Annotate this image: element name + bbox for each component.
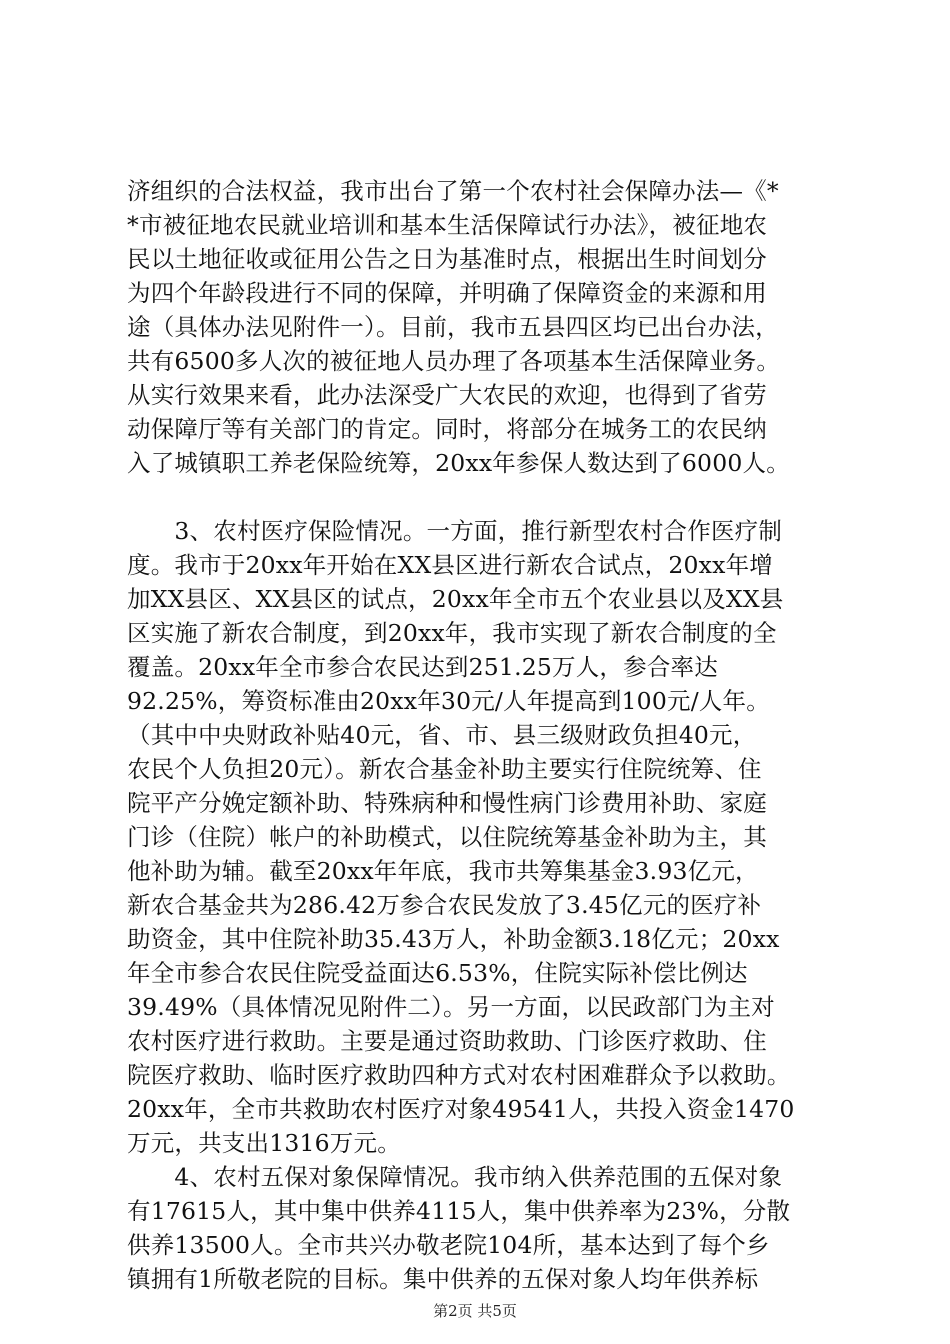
text-line: 有17615人，其中集中供养4115人，集中供养率为23%，分散 bbox=[127, 1197, 791, 1225]
text-line: 92.25%，筹资标准由20xx年30元/人年提高到100元/人年。 bbox=[127, 687, 770, 715]
text-line: 他补助为辅。截至20xx年年底，我市共筹集基金3.93亿元， bbox=[127, 857, 759, 885]
text-line: 万元，共支出1316万元。 bbox=[127, 1129, 401, 1157]
text-line: 20xx年，全市共救助农村医疗对象49541人，共投入资金1470 bbox=[127, 1095, 795, 1123]
text-line: 覆盖。20xx年全市参合农民达到251.25万人，参合率达 bbox=[127, 653, 718, 681]
text-line: 助资金，其中住院补助35.43万人，补助金额3.18亿元；20xx bbox=[127, 925, 780, 953]
text-line: 院医疗救助、临时医疗救助四种方式对农村困难群众予以救助。 bbox=[127, 1061, 791, 1089]
text-line: （其中中央财政补贴40元，省、市、县三级财政负担40元， bbox=[127, 721, 757, 749]
text-line: 济组织的合法权益，我市出台了第一个农村社会保障办法—《* bbox=[127, 177, 779, 205]
text-line: 度。我市于20xx年开始在XX县区进行新农合试点，20xx年增 bbox=[127, 551, 773, 579]
text-line: 加XX县区、XX县区的试点，20xx年全市五个农业县以及XX县 bbox=[127, 585, 784, 613]
text-line: 从实行效果来看，此办法深受广大农民的欢迎，也得到了省劳 bbox=[127, 381, 767, 409]
text-line: *市被征地农民就业培训和基本生活保障试行办法》，被征地农 bbox=[127, 211, 768, 239]
text-line: 入了城镇职工养老保险统筹，20xx年参保人数达到了6000人。 bbox=[127, 449, 790, 477]
text-line: 年全市参合农民住院受益面达6.53%，住院实际补偿比例达 bbox=[127, 959, 748, 987]
page-number-footer: 第2页 共5页 bbox=[433, 1302, 517, 1320]
text-line: 途（具体办法见附件一）。目前，我市五县四区均已出台办法， bbox=[127, 313, 779, 341]
text-line: 农民个人负担20元）。新农合基金补助主要实行住院统筹、住 bbox=[127, 755, 762, 783]
text-line: 镇拥有1所敬老院的目标。集中供养的五保对象人均年供养标 bbox=[127, 1265, 759, 1293]
text-line: 4、农村五保对象保障情况。我市纳入供养范围的五保对象 bbox=[127, 1163, 783, 1191]
text-line: 院平产分娩定额补助、特殊病种和慢性病门诊费用补助、家庭 bbox=[127, 789, 767, 817]
text-line: 为四个年龄段进行不同的保障，并明确了保障资金的来源和用 bbox=[127, 279, 767, 307]
text-line: 3、农村医疗保险情况。一方面，推行新型农村合作医疗制 bbox=[127, 517, 783, 545]
text-line: 共有6500多人次的被征地人员办理了各项基本生活保障业务。 bbox=[127, 347, 781, 375]
text-line: 39.49%（具体情况见附件二）。另一方面，以民政部门为主对 bbox=[127, 993, 775, 1021]
text-line: 供养13500人。全市共兴办敬老院104所，基本达到了每个乡 bbox=[127, 1231, 770, 1259]
text-line: 新农合基金共为286.42万参合农民发放了3.45亿元的医疗补 bbox=[127, 891, 762, 919]
text-line: 动保障厅等有关部门的肯定。同时，将部分在城务工的农民纳 bbox=[127, 415, 767, 443]
text-line: 民以土地征收或征用公告之日为基准时点，根据出生时间划分 bbox=[127, 245, 767, 273]
text-line: 区实施了新农合制度，到20xx年，我市实现了新农合制度的全 bbox=[127, 619, 777, 647]
text-line: 门诊（住院）帐户的补助模式，以住院统筹基金补助为主，其 bbox=[127, 823, 767, 851]
text-line: 农村医疗进行救助。主要是通过资助救助、门诊医疗救助、住 bbox=[127, 1027, 767, 1055]
